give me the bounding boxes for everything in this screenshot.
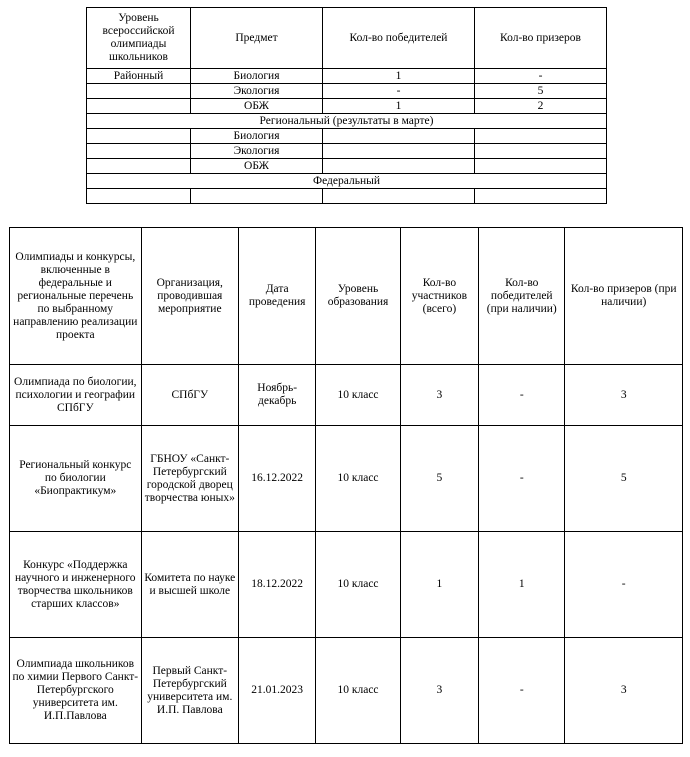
education-level-cell: 10 класс: [316, 365, 400, 426]
header-subject: Предмет: [191, 8, 323, 69]
prizewinners-cell: [475, 144, 607, 159]
header-level: Уровень всероссийской олимпиады школьников: [87, 8, 191, 69]
prizewinners-cell: -: [475, 69, 607, 84]
regional-section-title: Региональный (результаты в марте): [87, 114, 607, 129]
level-cell: [87, 189, 191, 204]
header-competition: Олимпиады и конкурсы, включенные в федеральные и региональные перечень по выбранному направлению реализации проекта: [10, 228, 142, 365]
competitions-table: [9, 227, 683, 744]
prizewinners-cell: [475, 159, 607, 174]
section-row: [87, 114, 607, 129]
prizewinners-cell: 5: [475, 84, 607, 99]
subject-cell: [191, 189, 323, 204]
header-winners: Кол-во победителей: [323, 8, 475, 69]
prizewinners-cell: 2: [475, 99, 607, 114]
winners-cell: -: [323, 84, 475, 99]
prizewinners-cell: [475, 189, 607, 204]
prizewinners-cell: -: [565, 532, 683, 638]
winners-cell: [323, 144, 475, 159]
table-row: [87, 159, 607, 174]
competition-cell: Региональный конкурс по биологии «Биопрактикум»: [10, 426, 142, 532]
winners-cell: 1: [479, 532, 565, 638]
header-row: [87, 8, 607, 69]
winners-cell: -: [479, 426, 565, 532]
header-date: Дата проведения: [239, 228, 316, 365]
subject-cell: ОБЖ: [191, 99, 323, 114]
competition-cell: Олимпиада школьников по химии Первого Санкт-Петербургского университета им. И.П.Павлова: [10, 638, 142, 744]
education-level-cell: 10 класс: [316, 532, 400, 638]
winners-cell: [323, 189, 475, 204]
table-row: [87, 129, 607, 144]
subject-cell: Экология: [191, 144, 323, 159]
table-row: [87, 189, 607, 204]
competition-cell: Конкурс «Поддержка научного и инженерного творчества школьников старших классов»: [10, 532, 142, 638]
organizer-cell: Комитета по науке и высшей школе: [141, 532, 238, 638]
level-cell: [87, 129, 191, 144]
header-prizewinners: Кол-во призеров: [475, 8, 607, 69]
header-organizer: Организация, проводившая мероприятие: [141, 228, 238, 365]
organizer-cell: Первый Санкт-Петербургский университета им. И.П. Павлова: [141, 638, 238, 744]
table-row: [10, 532, 683, 638]
level-cell: [87, 144, 191, 159]
participants-cell: 5: [400, 426, 478, 532]
table-row: [87, 84, 607, 99]
competition-cell: Олимпиада по биологии, психологии и географии СПбГУ: [10, 365, 142, 426]
level-cell: [87, 99, 191, 114]
prizewinners-cell: [475, 129, 607, 144]
olympiad-results-table: [86, 7, 607, 204]
winners-cell: [323, 159, 475, 174]
participants-cell: 1: [400, 532, 478, 638]
prizewinners-cell: 3: [565, 638, 683, 744]
header-education-level: Уровень образования: [316, 228, 400, 365]
level-cell: [87, 84, 191, 99]
winners-cell: 1: [323, 99, 475, 114]
table-row: [10, 365, 683, 426]
subject-cell: ОБЖ: [191, 159, 323, 174]
table-row: [10, 638, 683, 744]
education-level-cell: 10 класс: [316, 638, 400, 744]
level-cell: [87, 159, 191, 174]
winners-cell: 1: [323, 69, 475, 84]
table-row: [10, 426, 683, 532]
education-level-cell: 10 класс: [316, 426, 400, 532]
winners-cell: [323, 129, 475, 144]
organizer-cell: СПбГУ: [141, 365, 238, 426]
date-cell: Ноябрь-декабрь: [239, 365, 316, 426]
subject-cell: Экология: [191, 84, 323, 99]
header-participants: Кол-во участников (всего): [400, 228, 478, 365]
section-row: [87, 174, 607, 189]
date-cell: 21.01.2023: [239, 638, 316, 744]
date-cell: 16.12.2022: [239, 426, 316, 532]
date-cell: 18.12.2022: [239, 532, 316, 638]
prizewinners-cell: 5: [565, 426, 683, 532]
header-winners: Кол-во победителей (при наличии): [479, 228, 565, 365]
participants-cell: 3: [400, 638, 478, 744]
header-row: [10, 228, 683, 365]
table-row: [87, 144, 607, 159]
subject-cell: Биология: [191, 69, 323, 84]
district-level-cell: Районный: [87, 69, 191, 84]
header-prizewinners: Кол-во призеров (при наличии): [565, 228, 683, 365]
table-row: [87, 99, 607, 114]
winners-cell: -: [479, 638, 565, 744]
subject-cell: Биология: [191, 129, 323, 144]
federal-section-title: Федеральный: [87, 174, 607, 189]
organizer-cell: ГБНОУ «Санкт-Петербургский городской дворец творчества юных»: [141, 426, 238, 532]
winners-cell: -: [479, 365, 565, 426]
participants-cell: 3: [400, 365, 478, 426]
table-row: [87, 69, 607, 84]
prizewinners-cell: 3: [565, 365, 683, 426]
